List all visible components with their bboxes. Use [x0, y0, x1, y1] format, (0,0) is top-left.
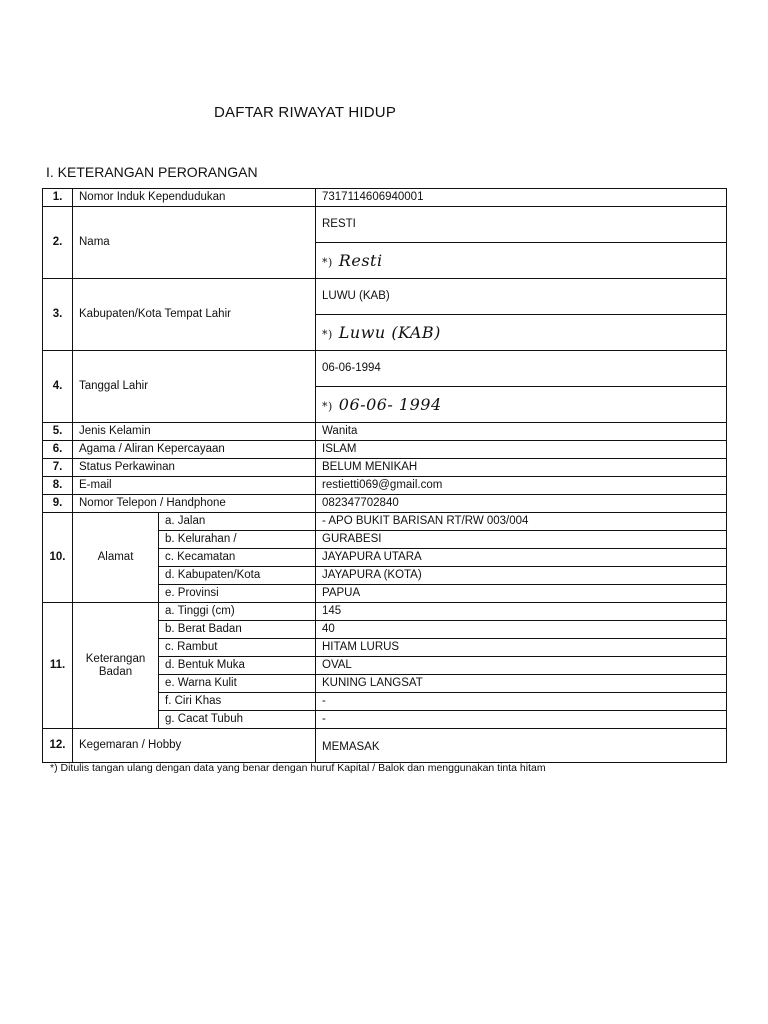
- table-row: [43, 477, 727, 495]
- table-row: [43, 207, 727, 243]
- hand-mark: *): [322, 327, 333, 341]
- row-value: 06-06-1994: [316, 351, 727, 387]
- sub-label: a. Jalan: [159, 513, 316, 531]
- sub-label: c. Kecamatan: [159, 549, 316, 567]
- row-label: Jenis Kelamin: [73, 423, 316, 441]
- handwritten-text: 06-06- 1994: [338, 394, 442, 414]
- row-number: 10.: [43, 513, 73, 603]
- row-label: Tanggal Lahir: [73, 351, 316, 423]
- table-row: [43, 729, 727, 763]
- sub-value: 40: [316, 621, 727, 639]
- sub-value: PAPUA: [316, 585, 727, 603]
- table-row: [43, 459, 727, 477]
- row-number: 8.: [43, 477, 73, 495]
- table-row: [43, 351, 727, 387]
- sub-value: -: [316, 711, 727, 729]
- row-label-line1: Keterangan: [85, 652, 146, 665]
- section-heading: I. KETERANGAN PERORANGAN: [46, 164, 258, 180]
- row-label: Alamat: [73, 513, 159, 603]
- handwritten-value: [316, 243, 727, 279]
- sub-value: - APO BUKIT BARISAN RT/RW 003/004: [316, 513, 727, 531]
- table-row: [43, 495, 727, 513]
- row-number: 1.: [43, 189, 73, 207]
- row-number: 12.: [43, 729, 73, 763]
- row-label: Status Perkawinan: [73, 459, 316, 477]
- row-label: [73, 603, 159, 729]
- row-value: ISLAM: [316, 441, 727, 459]
- row-label: Nama: [73, 207, 316, 279]
- table-row: [43, 189, 727, 207]
- sub-label: d. Kabupaten/Kota: [159, 567, 316, 585]
- sub-label: d. Bentuk Muka: [159, 657, 316, 675]
- row-label: E-mail: [73, 477, 316, 495]
- row-number: 7.: [43, 459, 73, 477]
- handwritten-value: [316, 315, 727, 351]
- row-number: 11.: [43, 603, 73, 729]
- personal-info-table: [42, 188, 727, 763]
- table-row: [43, 441, 727, 459]
- row-value: 082347702840: [316, 495, 727, 513]
- row-value: 7317114606940001: [316, 189, 727, 207]
- document-title: DAFTAR RIWAYAT HIDUP: [213, 104, 397, 121]
- row-label: Nomor Telepon / Handphone: [73, 495, 316, 513]
- sub-value: JAYAPURA (KOTA): [316, 567, 727, 585]
- hand-mark: *): [322, 399, 333, 413]
- sub-value: 145: [316, 603, 727, 621]
- sub-label: c. Rambut: [159, 639, 316, 657]
- row-value: LUWU (KAB): [316, 279, 727, 315]
- row-value: RESTI: [316, 207, 727, 243]
- row-label: Kegemaran / Hobby: [73, 729, 316, 763]
- row-number: 4.: [43, 351, 73, 423]
- sub-value: OVAL: [316, 657, 727, 675]
- sub-value: -: [316, 693, 727, 711]
- row-label: Agama / Aliran Kepercayaan: [73, 441, 316, 459]
- handwritten-value: [316, 387, 727, 423]
- row-number: 2.: [43, 207, 73, 279]
- row-label: Kabupaten/Kota Tempat Lahir: [73, 279, 316, 351]
- table-row: [43, 603, 727, 621]
- sub-label: f. Ciri Khas: [159, 693, 316, 711]
- sub-label: b. Kelurahan /: [159, 531, 316, 549]
- row-value: BELUM MENIKAH: [316, 459, 727, 477]
- row-value: restietti069@gmail.com: [316, 477, 727, 495]
- sub-value: GURABESI: [316, 531, 727, 549]
- row-number: 5.: [43, 423, 73, 441]
- handwritten-text: Luwu (KAB): [338, 322, 441, 342]
- footnote: *) Ditulis tangan ulang dengan data yang benar dengan huruf Kapital / Balok dan menggunakan tinta hitam: [50, 762, 546, 774]
- sub-label: e. Provinsi: [159, 585, 316, 603]
- table-row: [43, 279, 727, 315]
- table-row: [43, 423, 727, 441]
- row-label: Nomor Induk Kependudukan: [73, 189, 316, 207]
- sub-value: HITAM LURUS: [316, 639, 727, 657]
- sub-label: e. Warna Kulit: [159, 675, 316, 693]
- sub-label: b. Berat Badan: [159, 621, 316, 639]
- table-row: [43, 513, 727, 531]
- row-value: Wanita: [316, 423, 727, 441]
- hand-mark: *): [322, 255, 333, 269]
- row-number: 9.: [43, 495, 73, 513]
- handwritten-text: Resti: [338, 250, 383, 270]
- sub-label: a. Tinggi (cm): [159, 603, 316, 621]
- row-label-line2: Badan: [98, 665, 133, 678]
- sub-label: g. Cacat Tubuh: [159, 711, 316, 729]
- row-number: 6.: [43, 441, 73, 459]
- row-number: 3.: [43, 279, 73, 351]
- row-value: MEMASAK: [316, 729, 727, 763]
- sub-value: KUNING LANGSAT: [316, 675, 727, 693]
- sub-value: JAYAPURA UTARA: [316, 549, 727, 567]
